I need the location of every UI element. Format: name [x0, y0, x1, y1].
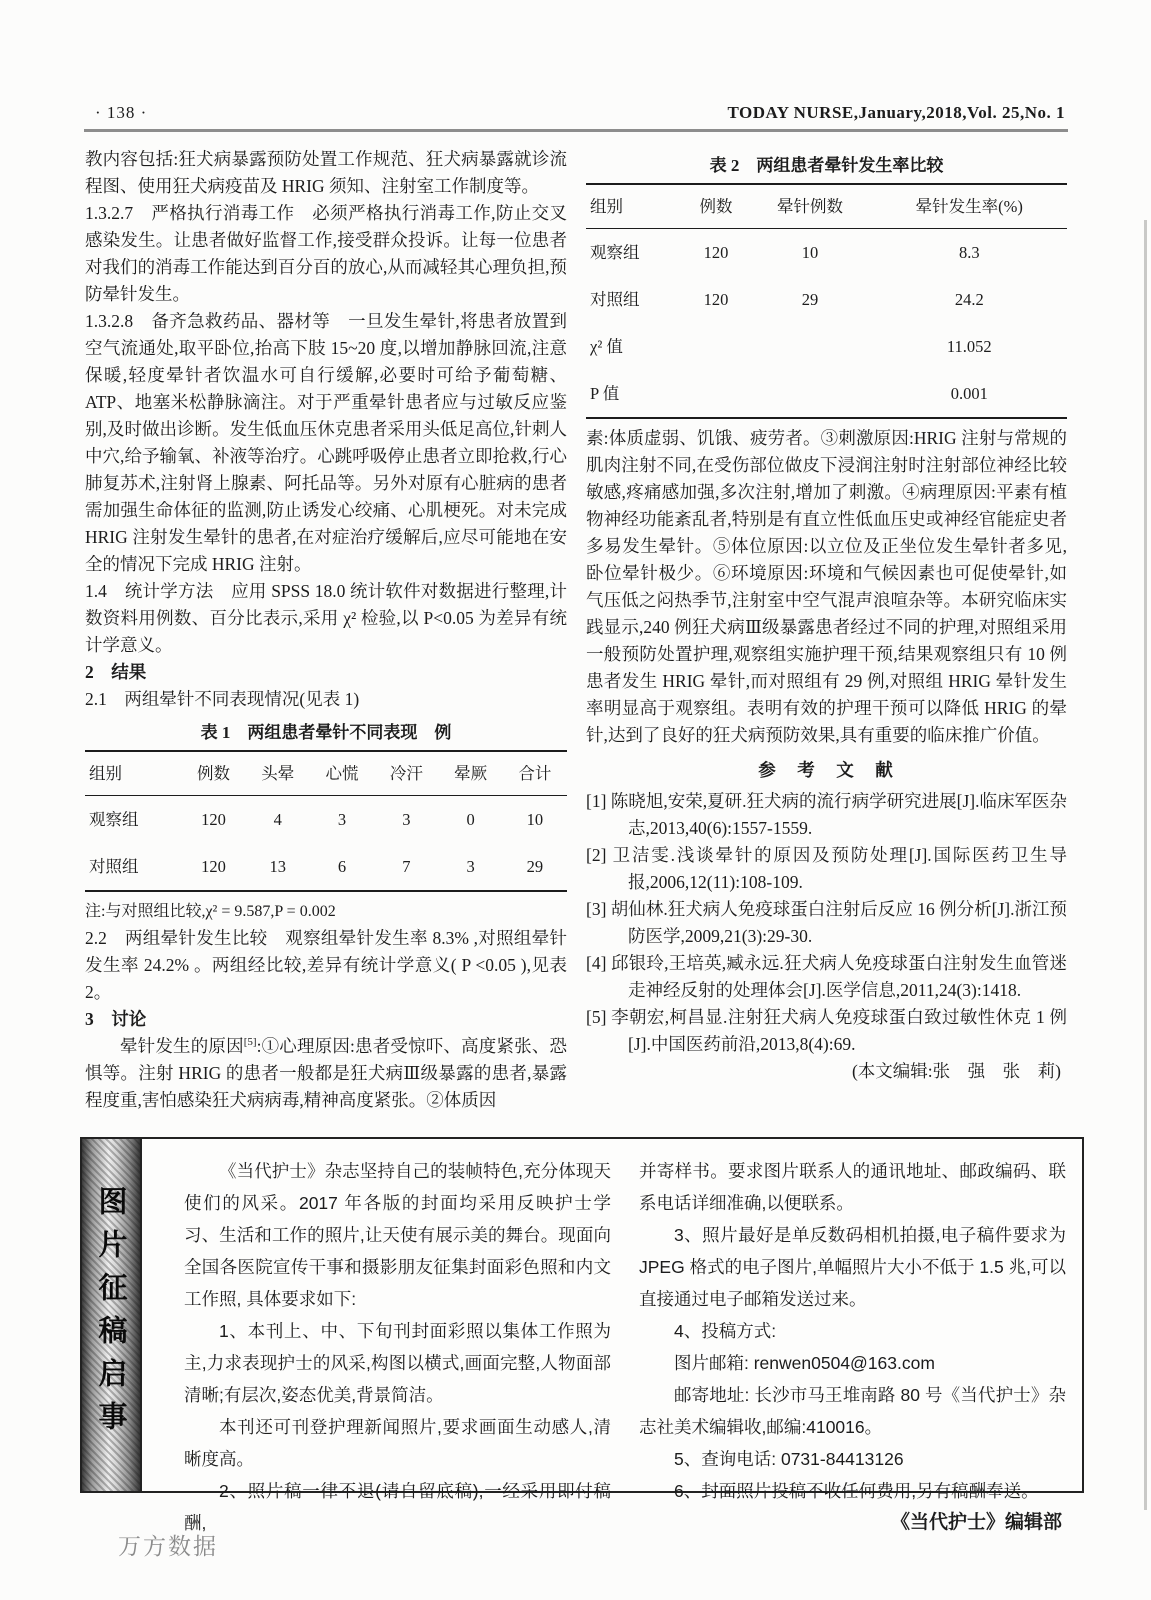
notice-paragraph: 图片邮箱: renwen0504@163.com [674, 1353, 935, 1373]
table2-cell: 8.3 [958, 243, 980, 262]
left-column [85, 146, 567, 1114]
table1-cell: 29 [526, 857, 544, 876]
reference-text: 李朝宏,柯昌显.注射狂犬病人免疫球蛋白致过敏性休克 1 例[J].中国医药前沿,2013,8(4):69. [611, 1007, 1068, 1054]
reference-text: 邱银玲,王培英,臧永远.狂犬病人免疫球蛋白注射发生血管迷走神经反射的处理体会[J].医学信息,2011,24(3):1418. [610, 953, 1068, 1000]
table1-header-cell: 冷汗 [374, 751, 438, 796]
table2-header-row [586, 184, 1067, 229]
page-edge-shadow [1144, 220, 1147, 1510]
table2-header-cell: 晕针例数 [749, 184, 872, 229]
table1-header-cell: 合计 [503, 751, 567, 796]
reference-item [586, 842, 1067, 896]
table2-row [586, 229, 1067, 277]
table2-title: 表 2 两组患者晕针发生率比较 [709, 156, 944, 175]
notice-paragraph: 6、封面照片投稿不收任何费用,另有稿酬奉送。 [674, 1481, 1039, 1501]
table1-note: 注:与对照组比较,χ² = 9.587,P = 0.002 [85, 903, 336, 920]
table1-cell: 0 [466, 810, 475, 829]
citation-superscript: [5] [243, 1036, 257, 1049]
table1-cell: 120 [201, 857, 226, 876]
notice-paragraph: 并寄样书。要求图片联系人的通讯地址、邮政编码、联系电话详细准确,以便联系。 [639, 1161, 1066, 1213]
table2-cell: 120 [703, 290, 729, 309]
notice-paragraph: 2、照片稿一律不退(请自留底稿),一经采用即付稿酬, [184, 1481, 611, 1533]
reference-item [586, 896, 1067, 950]
wanfang-watermark: 万方数据 [118, 1533, 218, 1559]
photo-call-notice-box [80, 1137, 1084, 1533]
table1-header-cell: 心慌 [310, 751, 374, 796]
table2-header-cell: 例数 [684, 184, 749, 229]
paragraph-discussion [85, 1033, 567, 1114]
notice-paragraph: 《当代护士》杂志坚持自己的装帧特色,充分体现天使们的风采。2017 年各版的封面均采用反映护士学习、生活和工作的照片,让天使有展示美的舞台。现面向全国各医院宣传干事和摄影朋友征集封面彩色照和内文工作照, 具体要求如下: [184, 1161, 611, 1309]
reference-item [586, 1004, 1067, 1058]
table1-cell: 13 [269, 857, 287, 876]
table2-cell: 0.001 [950, 384, 988, 403]
table2-cell: 120 [703, 243, 729, 262]
reference-label: [2] [586, 845, 607, 865]
reference-text: 胡仙林.狂犬病人免疫球蛋白注射后反应 16 例分析[J].浙江预防医学,2009,21(3):29-30. [610, 899, 1068, 946]
table1-cell: 观察组 [89, 810, 139, 829]
notice-signature: 《当代护士》编辑部 [890, 1512, 1062, 1533]
table2-cell: 29 [801, 290, 819, 309]
reference-label: [5] [586, 1007, 607, 1027]
table2-cell: P 值 [590, 384, 620, 403]
page-number: · 138 · [95, 103, 148, 122]
notice-right-column [639, 1155, 1066, 1533]
paragraph-1-3-2-8: 1.3.2.8 备齐急救药品、器材等 一旦发生晕针,将患者放置到空气流通处,取平卧位,抬高下肢 15~20 度,以增加静脉回流,注意保暖,轻度晕针者饮温水可自行缓解,必要时可给予葡萄糖、ATP、地塞米松静脉滴注。对于严重晕针患者应与过敏反应鉴别,及时做出诊断。发生低血压休克患者采用头低足高位,针刺人中穴,给予输氧、补液等治疗。心跳呼吸停止患者立即抢救,行心肺复苏术,注射肾上腺素、阿托品等。另外对原有心脏病的患者需加强生命体征的监测,防止诱发心绞痛、心肌梗死。对未完成 HRIG 注射发生晕针的患者,在对症治疗缓解后,应尽可能地在安全的情况下完成 HRIG 注射。 [85, 311, 567, 574]
reference-label: [3] [586, 899, 607, 919]
notice-left-column [184, 1155, 611, 1533]
reference-item [586, 788, 1067, 842]
reference-text: 卫洁雯.浅谈晕针的原因及预防处理[J].国际医药卫生导报,2006,12(11):108-109. [612, 845, 1068, 892]
reference-label: [4] [586, 953, 607, 973]
table2-cell: 10 [801, 243, 819, 262]
table2-cell: 11.052 [946, 337, 992, 356]
table1-row [85, 796, 567, 844]
discussion-text: 晕针发生的原因 [120, 1036, 244, 1056]
table1-cell: 对照组 [89, 857, 139, 876]
table2-cell [749, 323, 872, 370]
table2-row [586, 323, 1067, 370]
reference-text: 陈晓旭,安荣,夏研.狂犬病的流行病学研究进展[J].临床军医杂志,2013,40(6):1557-1559. [610, 791, 1068, 838]
notice-paragraph: 5、查询电话: 0731-84413126 [674, 1449, 904, 1469]
table2-cell: 观察组 [590, 243, 640, 262]
notice-paragraph: 4、投稿方式: [674, 1321, 777, 1341]
notice-paragraph: 本刊还可刊登护理新闻照片,要求画面生动感人,清晰度高。 [184, 1417, 611, 1469]
paragraph-intro: 教内容包括:狂犬病暴露预防处置工作规范、狂犬病暴露就诊流程图、使用狂犬病疫苗及 HRIG 须知、注射室工作制度等。 [85, 149, 567, 196]
table2-cell [749, 370, 872, 418]
table2-cell: 对照组 [590, 290, 640, 309]
table2-cell: 24.2 [954, 290, 984, 309]
table1 [85, 750, 567, 892]
notice-paragraph: 3、照片最好是单反数码相机拍摄,电子稿件要求为 JPEG 格式的电子图片,单幅照片大小不低于 1.5 兆,可以直接通过电子邮箱发送过来。 [639, 1225, 1066, 1309]
table1-cell: 7 [402, 857, 411, 876]
table2-row [586, 370, 1067, 418]
discussion-text: :①心理原因:患者受惊吓、高度紧张、恐惧等。注射 HRIG 的患者一般都是狂犬病Ⅲ级暴露的患者,暴露程度重,害怕感染狂犬病病毒,精神高度紧张。②体质因 [85, 1036, 567, 1110]
table2 [586, 183, 1067, 419]
table1-cell: 3 [337, 810, 347, 829]
table1-cell: 10 [526, 810, 544, 829]
paragraph-1-3-2-7: 1.3.2.7 严格执行消毒工作 必须严格执行消毒工作,防止交叉感染发生。让患者做好监督工作,接受群众投诉。让每一位患者对我们的消毒工作能达到百分百的放心,从而减轻其心理负担,预防晕针发生。 [85, 203, 567, 304]
notice-body [142, 1139, 1082, 1533]
paragraph-1-4: 1.4 统计学方法 应用 SPSS 18.0 统计软件对数据进行整理,计数资料用例数、百分比表示,采用 χ² 检验,以 P<0.05 为差异有统计学意义。 [85, 581, 567, 655]
table2-row [586, 276, 1067, 323]
table1-header-cell: 例数 [181, 751, 245, 796]
notice-vertical-title: 图片征稿启事 [94, 1186, 127, 1444]
table1-cell: 4 [273, 810, 282, 829]
table1-cell: 3 [466, 857, 475, 876]
reference-item [586, 950, 1067, 1004]
header-rule [84, 129, 1068, 132]
right-column [586, 146, 1067, 1085]
notice-vertical-banner [82, 1139, 142, 1491]
paragraph-2-2: 2.2 两组晕针发生比较 观察组晕针发生率 8.3% ,对照组晕针发生率 24.2% 。两组经比较,差异有统计学意义( P <0.05 ),见表 2。 [85, 928, 567, 1002]
table1-title: 表 1 两组患者晕针不同表现 例 [200, 723, 452, 742]
table2-cell [684, 370, 749, 418]
table1-header-cell: 头晕 [246, 751, 310, 796]
table1-header-cell: 晕厥 [438, 751, 502, 796]
paragraph-discussion-continued: 素:体质虚弱、饥饿、疲劳者。③刺激原因:HRIG 注射与常规的肌肉注射不同,在受伤部位做皮下浸润注射时注射部位神经比较敏感,疼痛感加强,多次注射,增加了刺激。④病理原因:平素有植物神经功能紊乱者,特别是有直立性低血压史或神经官能症史者多易发生晕针。⑤体位原因:以立位及正坐位发生晕针者多见,卧位晕针极少。⑥环境原因:环境和气候因素也可促使晕针,如气压低之闷热季节,注射室中空气混声浪喧杂等。本研究临床实践显示,240 例狂犬病Ⅲ级暴露患者经过不同的护理,对照组采用一般预防处置护理,观察组实施护理干预,结果观察组只有 10 例患者发生 HRIG 晕针,而对照组有 29 例,对照组 HRIG 晕针发生率明显高于观察组。表明有效的护理干预可以降低 HRIG 的晕针,达到了良好的狂犬病预防效果,具有重要的临床推广价值。 [586, 428, 1067, 745]
table2-cell: χ² 值 [590, 337, 623, 356]
table2-cell [684, 323, 749, 370]
references-heading: 参 考 文 献 [758, 760, 895, 780]
section-heading-discussion: 3 讨论 [85, 1009, 147, 1029]
table1-row [85, 843, 567, 891]
table2-header-cell: 组别 [586, 184, 684, 229]
table1-header-cell: 组别 [85, 751, 181, 796]
paragraph-2-1: 2.1 两组晕针不同表现情况(见表 1) [85, 689, 360, 709]
table1-cell: 6 [337, 857, 347, 876]
journal-header: TODAY NURSE,January,2018,Vol. 25,No. 1 [727, 103, 1065, 122]
section-heading-results: 2 结果 [85, 662, 147, 682]
notice-paragraph: 邮寄地址: 长沙市马王堆南路 80 号《当代护士》杂志社美术编辑收,邮编:410016。 [639, 1385, 1066, 1437]
notice-paragraph: 1、本刊上、中、下旬刊封面彩照以集体工作照为主,力求表现护士的风采,构图以横式,画面完整,人物面部清晰;有层次,姿态优美,背景简洁。 [184, 1321, 611, 1405]
table1-cell: 3 [402, 810, 411, 829]
table1-cell: 120 [201, 810, 226, 829]
table1-header-row [85, 751, 567, 796]
editor-note: (本文编辑:张 强 张 莉) [851, 1061, 1061, 1081]
reference-label: [1] [586, 791, 607, 811]
table2-header-cell: 晕针发生率(%) [872, 184, 1067, 229]
